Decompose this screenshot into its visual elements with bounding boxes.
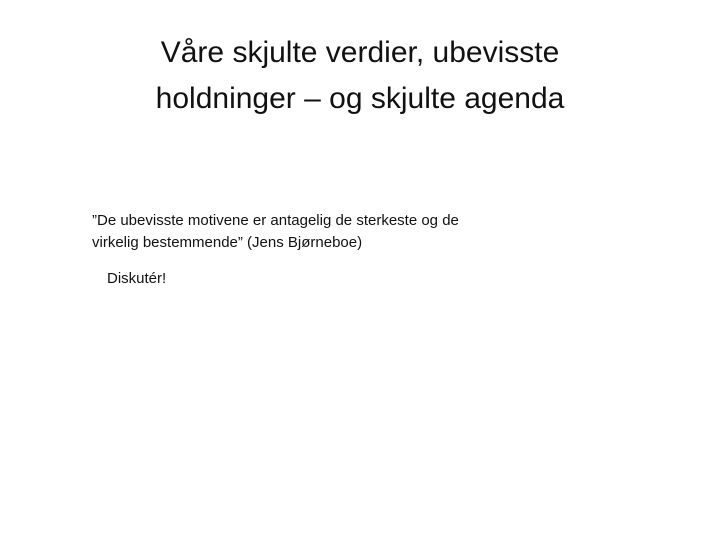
slide-title (60, 30, 660, 122)
slide-title-line: Våre skjulte verdier, ubevisste (160, 36, 560, 69)
discussion-prompt: Diskutér! (107, 270, 167, 287)
quote (92, 210, 612, 254)
quote-line: ”De ubevisste motivene er antagelig de sterkeste og de (92, 212, 459, 229)
slide-body (92, 210, 612, 290)
quote-line: virkelig bestemmende” (Jens Bjørneboe) (92, 234, 363, 251)
slide-title-line: holdninger – og skjulte agenda (155, 82, 565, 115)
